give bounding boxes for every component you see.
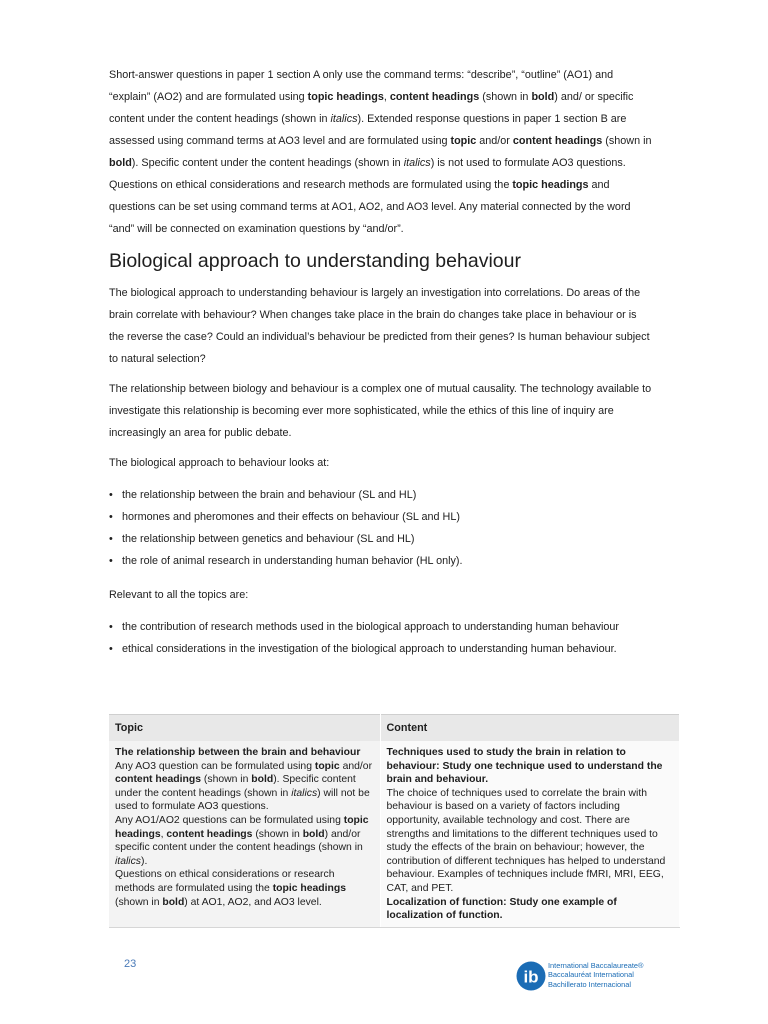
list-item-text: the role of animal research in understanding human behavior (HL only).: [122, 555, 463, 567]
text-run: bold: [162, 896, 185, 908]
text-run: ).: [140, 855, 148, 867]
topic-cell: [109, 741, 380, 927]
page-number: 23: [124, 958, 137, 970]
text-run: bold: [251, 774, 274, 786]
list-item-text: hormones and pheromones and their effects on behaviour (SL and HL): [122, 511, 460, 523]
text-run: (shown in: [252, 828, 303, 840]
table-header-topic: Topic: [109, 715, 380, 742]
text-run: topic: [314, 760, 340, 772]
logo-line-2: Baccalauréat International: [548, 970, 634, 980]
text-run: Techniques used to study the brain in relation to behaviour: Study one technique used to understand the brain and behaviour.: [386, 747, 663, 786]
text-run: ) is not used to formulate AO3 questions. Questions on ethical considerations and research methods are formulated using the: [109, 157, 626, 191]
text-run: and/or: [339, 760, 373, 772]
text-run: topic headings: [115, 814, 369, 840]
list-item-text: ethical considerations in the investigation of the biological approach to understanding human behaviour.: [122, 643, 617, 655]
topic-content-table: [109, 714, 680, 928]
text-run: and/or: [476, 135, 513, 147]
logo-line-3: Bachillerato Internacional: [548, 979, 631, 989]
text-run: ) at AO1, AO2, and AO3 level.: [184, 896, 322, 908]
text-run: italics: [291, 787, 318, 799]
section-heading: Biological approach to understanding behaviour: [109, 250, 521, 272]
topics-list: [109, 484, 654, 572]
text-run: Any AO3 question can be formulated using: [115, 760, 315, 772]
list-item: [109, 638, 654, 660]
text-run: (shown in: [602, 135, 652, 147]
text-run: content headings: [166, 828, 253, 840]
paragraph-3: The biological approach to behaviour looks at:: [109, 457, 330, 469]
text-run: and questions can be set using command terms at AO1, AO2, and AO3 level. Any material connected by the word “and” will be connected on examination questions by “and/or”.: [109, 179, 631, 235]
table-row: [109, 741, 679, 927]
text-run: Any AO1/AO2 questions can be formulated using: [115, 814, 344, 826]
bullet-icon: •: [109, 489, 113, 501]
bullet-icon: •: [109, 555, 113, 567]
text-run: bold: [302, 828, 325, 840]
text-run: (shown in: [115, 896, 163, 908]
text-run: Localization of function: Study one example of localization of function.: [386, 896, 617, 922]
text-run: ) and/ or specific content under the content headings (shown in: [109, 91, 634, 125]
text-run: topic headings: [307, 91, 384, 103]
relevant-list: [109, 616, 654, 660]
text-run: (shown in: [479, 91, 532, 103]
text-run: topic headings: [512, 179, 589, 191]
ib-logo-icon: [516, 958, 546, 992]
text-run: ) will not be used to formulate AO3 questions.: [115, 787, 370, 813]
text-run: content headings: [115, 774, 202, 786]
intro-paragraph: [109, 64, 654, 240]
bullet-icon: •: [109, 621, 113, 633]
text-run: topic headings: [272, 882, 347, 894]
text-run: Short-answer questions in paper 1 section A only use the command terms: “describe”, “outline” (AO1) and “explain” (AO2) and are formulated using: [109, 69, 614, 103]
text-run: italics: [115, 855, 141, 867]
text-run: topic: [450, 135, 477, 147]
text-run: bold: [109, 157, 132, 169]
text-run: Questions on ethical considerations or research methods are formulated using the: [115, 869, 335, 894]
paragraph-2: The relationship between biology and behaviour is a complex one of mutual causality. The technology available to investigate this relationship is becoming ever more sophisticated, while the ethics of this line of inquiry are increasingly an area for public debate.: [109, 383, 652, 439]
content-cell: [380, 741, 679, 927]
paragraph-1: The biological approach to understanding behaviour is largely an investigation into correlations. Do areas of the brain correlate with behaviour? When changes take place in the brain do changes take place in behaviour or is the reverse the case? Could an individual’s behaviour be predicted from their genes? Is human behaviour subject to natural selection?: [109, 287, 650, 365]
list-item: [109, 528, 654, 550]
table-header-content: Content: [380, 715, 679, 742]
text-run: ). Extended response questions in paper 1 section B are assessed using command terms at AO3 level and are formulated using: [109, 113, 627, 147]
text-run: The relationship between the brain and behaviour: [115, 747, 361, 758]
list-item: [109, 616, 654, 638]
bullet-icon: •: [109, 643, 113, 655]
text-run: content headings: [512, 135, 603, 147]
text-run: ,: [383, 91, 390, 103]
text-run: The choice of techniques used to correlate the brain with behaviour is based on a variety of factors including opportunity, available technology and cost. There are strengths and limitations to the different techniques used to study the effects of the brain on behaviour; however, the contribution of different techniques has helped to understand behaviour. Examples of techniques include fMRI, MRI, EEG, CAT, and PET.: [386, 787, 666, 894]
text-run: content headings: [389, 91, 480, 103]
logo-line-1: International Baccalaureate®: [548, 961, 644, 970]
text-run: italics: [330, 113, 358, 125]
bullet-icon: •: [109, 511, 113, 523]
main-content: [109, 64, 654, 660]
ib-logo-text: [548, 961, 643, 989]
list-item-text: the relationship between the brain and behaviour (SL and HL): [122, 489, 417, 501]
list-item-text: the relationship between genetics and behaviour (SL and HL): [122, 533, 415, 545]
text-run: bold: [531, 91, 555, 103]
text-run: ,: [160, 828, 167, 840]
bullet-icon: •: [109, 533, 113, 545]
text-run: ) and/or specific content under the content headings (shown in: [115, 828, 363, 854]
ib-logo-mark: ib: [523, 967, 539, 987]
text-run: ). Specific content under the content headings (shown in: [115, 774, 356, 799]
text-run: italics: [403, 157, 431, 169]
ib-logo: [516, 958, 646, 992]
text-run: ). Specific content under the content headings (shown in: [131, 157, 404, 169]
list-item: [109, 506, 654, 528]
paragraph-4: Relevant to all the topics are:: [109, 589, 249, 601]
text-run: (shown in: [201, 774, 252, 786]
list-item-text: the contribution of research methods used in the biological approach to understanding human behaviour: [122, 621, 619, 633]
list-item: [109, 550, 654, 572]
list-item: [109, 484, 654, 506]
